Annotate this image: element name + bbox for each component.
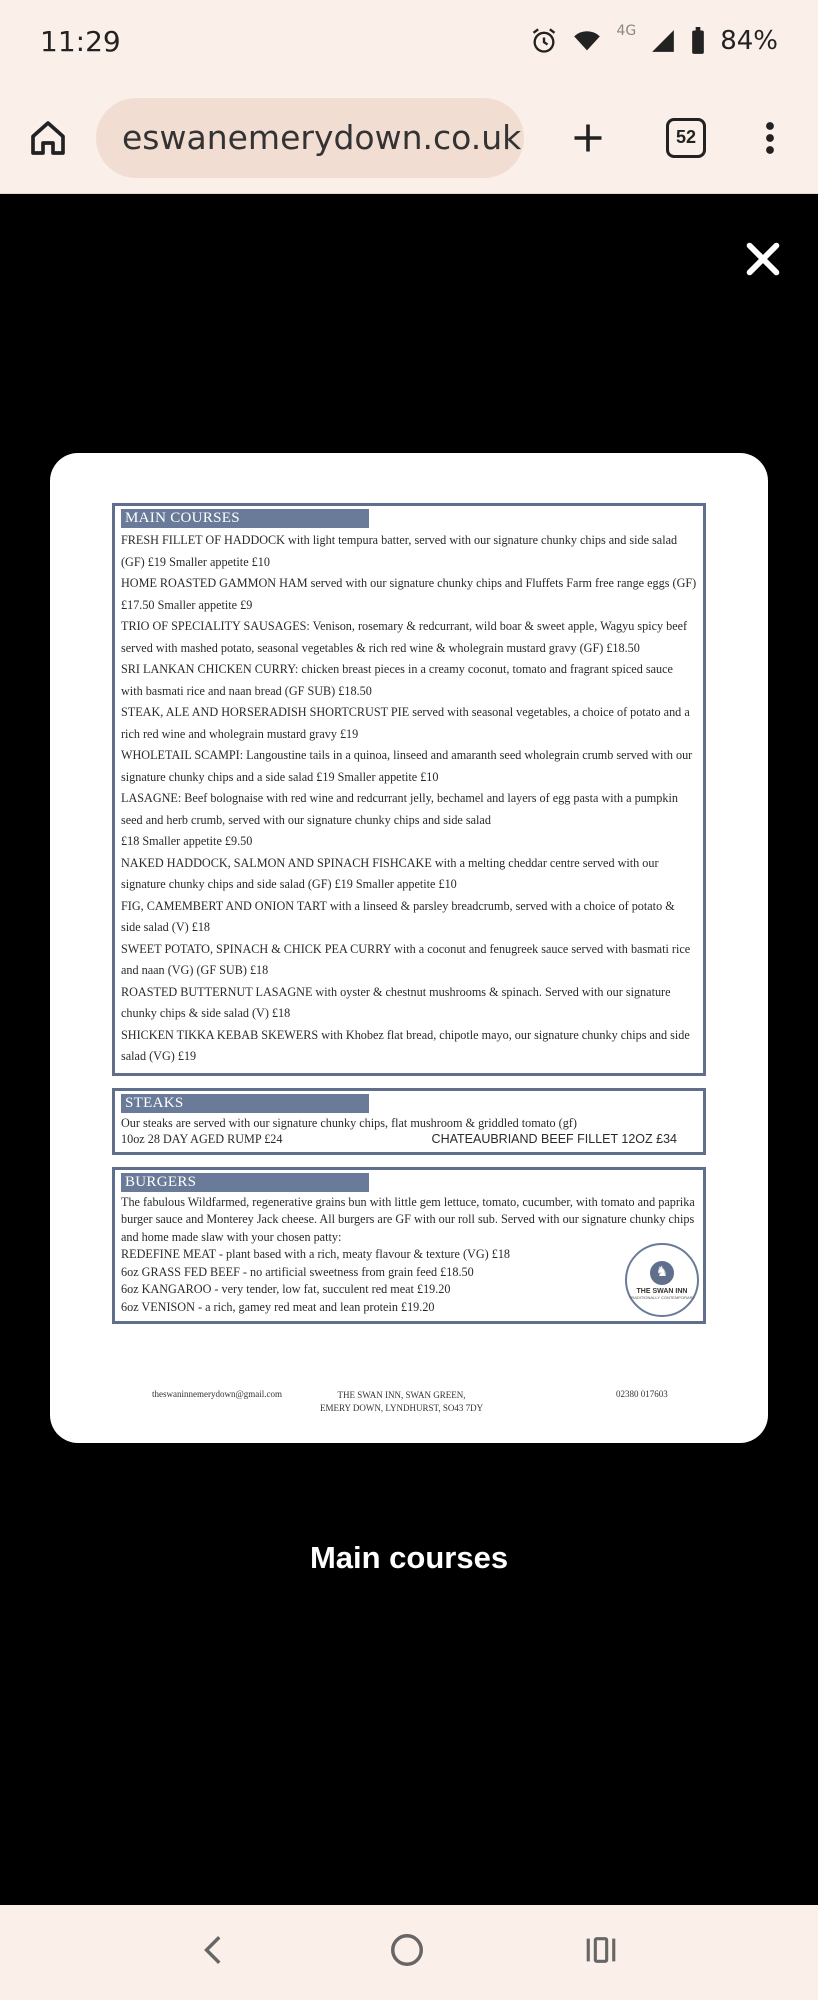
status-icons <box>530 23 778 56</box>
menu-image[interactable] <box>50 453 768 1443</box>
menu-footer <box>50 1389 768 1429</box>
steak-rump: 10oz 28 DAY AGED RUMP £24 <box>121 1131 283 1146</box>
footer-email: theswaninnemerydown@gmail.com <box>152 1389 283 1399</box>
browser-toolbar <box>0 82 818 194</box>
signal-icon <box>650 28 676 54</box>
more-menu-button[interactable] <box>750 108 790 168</box>
footer-phone: 02380 017603 <box>616 1389 668 1399</box>
steaks-intro-text: Our steaks are served with our signature chunky chips, flat mushroom & griddled tomato (gf) <box>121 1115 577 1130</box>
tab-switcher-button[interactable] <box>656 108 716 168</box>
burger-item: REDEFINE MEAT - plant based with a rich, meaty flavour & texture (VG) £18 <box>121 1247 511 1261</box>
burgers-intro: The fabulous Wildfarmed, regenerative grains bun with little gem lettuce, tomato, cucumber, with tomato and paprika burger sauce and Monterey Jack cheese. All burgers are GF with our roll sub. Served with our signature chunky chips and home made slaw with your chosen patty: <box>121 1194 695 1244</box>
new-tab-button[interactable] <box>558 108 618 168</box>
address-line: THE SWAN INN, SWAN GREEN, <box>337 1390 466 1400</box>
wifi-icon <box>572 27 602 55</box>
address-line: EMERY DOWN, LYNDHURST, SO43 7DY <box>320 1403 484 1413</box>
plus-icon <box>570 120 606 156</box>
menu-item: SWEET POTATO, SPINACH & CHICK PEA CURRY with a coconut and fenugreek sauce served with basmati rice and naan (VG) (GF SUB) £18 <box>121 941 691 977</box>
url-bar[interactable] <box>96 98 524 178</box>
section-title: MAIN COURSES <box>121 509 369 528</box>
logo-name: THE SWAN INN <box>636 1287 688 1295</box>
menu-item: LASAGNE: Beef bolognaise with red wine and redcurrant jelly, bechamel and layers of egg pasta with a pumpkin seed and herb crumb, served with our signature chunky chips and side salad <box>121 791 678 827</box>
network-type: 4G <box>616 23 637 39</box>
burgers-section <box>112 1167 706 1325</box>
steaks-section <box>112 1088 706 1155</box>
menu-item: SRI LANKAN CHICKEN CURRY: chicken breast pieces in a creamy coconut, tomato and fragrant spiced sauce with basmati rice and naan bread (GF SUB) £18.50 <box>121 662 673 698</box>
back-icon <box>198 1933 232 1967</box>
menu-item: £18 Smaller appetite £9.50 <box>121 834 253 848</box>
steaks-intro <box>121 1115 697 1131</box>
menu-item: HOME ROASTED GAMMON HAM served with our signature chunky chips and Fluffets Farm free range eggs (GF) £17.50 Smaller appetite £9 <box>121 576 697 612</box>
menu-document <box>112 503 706 1336</box>
status-time: 11:29 <box>40 24 121 58</box>
system-nav-bar <box>0 1905 818 2000</box>
menu-item: FIG, CAMEMBERT AND ONION TART with a linseed & parsley breadcrumb, served with a choice of potato & side salad (V) £18 <box>121 898 675 934</box>
menu-item: SHICKEN TIKKA KEBAB SKEWERS with Khobez flat bread, chipotle mayo, our signature chunky chips and side salad (VG) £19 <box>121 1027 690 1063</box>
alarm-icon <box>530 27 558 55</box>
menu-item: WHOLETAIL SCAMPI: Langoustine tails in a quinoa, linseed and amaranth seed wholegrain crumb served with our signature chunky chips and a side salad £19 Smaller appetite £10 <box>121 748 693 784</box>
status-bar <box>0 0 818 82</box>
main-courses-section <box>112 503 706 1076</box>
menu-item: STEAK, ALE AND HORSERADISH SHORTCRUST PIE served with seasonal vegetables, a choice of potato and a rich red wine and wholegrain mustard gravy £19 <box>121 705 690 741</box>
home-icon <box>28 118 68 158</box>
menu-item: NAKED HADDOCK, SALMON AND SPINACH FISHCAKE with a melting cheddar centre served with our signature chunky chips and side salad (GF) £19 Smaller appetite £10 <box>121 855 659 891</box>
battery-icon <box>690 27 706 55</box>
tab-count: 52 <box>666 118 706 158</box>
image-caption: Main courses <box>309 1540 509 1575</box>
home-button[interactable] <box>18 108 78 168</box>
recents-button[interactable] <box>582 1933 620 1972</box>
close-icon <box>740 236 786 282</box>
burger-item: 6oz KANGAROO - very tender, low fat, succulent red meat £19.20 <box>121 1282 451 1296</box>
section-title: STEAKS <box>121 1094 369 1113</box>
steaks-options <box>121 1131 697 1147</box>
menu-item: TRIO OF SPECIALITY SAUSAGES: Venison, rosemary & redcurrant, wild boar & sweet apple, Wagyu spicy beef served with mashed potato, seasonal vegetables & rich red wine & wholegrain mustard gravy (GF) £18.50 <box>121 619 688 655</box>
logo-tagline: TRADITIONALLY CONTEMPORARY <box>628 1294 696 1300</box>
home-circle-icon <box>388 1931 426 1969</box>
burger-item: 6oz GRASS FED BEEF - no artificial sweetness from grain feed £18.50 <box>121 1264 474 1279</box>
more-vert-icon <box>764 120 776 156</box>
burger-item: 6oz VENISON - a rich, gamey red meat and lean protein £19.20 <box>121 1299 435 1314</box>
swan-inn-logo <box>625 1243 699 1317</box>
menu-item: ROASTED BUTTERNUT LASAGNE with oyster & chestnut mushrooms & spinach. Served with our signature chunky chips & side salad (V) £18 <box>121 984 671 1020</box>
swan-icon: ♞ <box>650 1261 674 1285</box>
recents-icon <box>582 1933 620 1967</box>
url-text[interactable]: eswanemerydown.co.uk <box>122 118 522 157</box>
battery-level: 84% <box>720 26 778 56</box>
close-button[interactable] <box>740 236 786 282</box>
back-button[interactable] <box>198 1933 232 1972</box>
menu-item: FRESH FILLET OF HADDOCK with light tempura batter, served with our signature chunky chips and side salad (GF) £19 Smaller appetite £10 <box>121 533 678 569</box>
section-title: BURGERS <box>121 1173 369 1192</box>
home-nav-button[interactable] <box>388 1931 426 1974</box>
steak-chateaubriand: CHATEAUBRIAND BEEF FILLET 12OZ £34 <box>431 1131 677 1146</box>
footer-address <box>320 1389 483 1415</box>
